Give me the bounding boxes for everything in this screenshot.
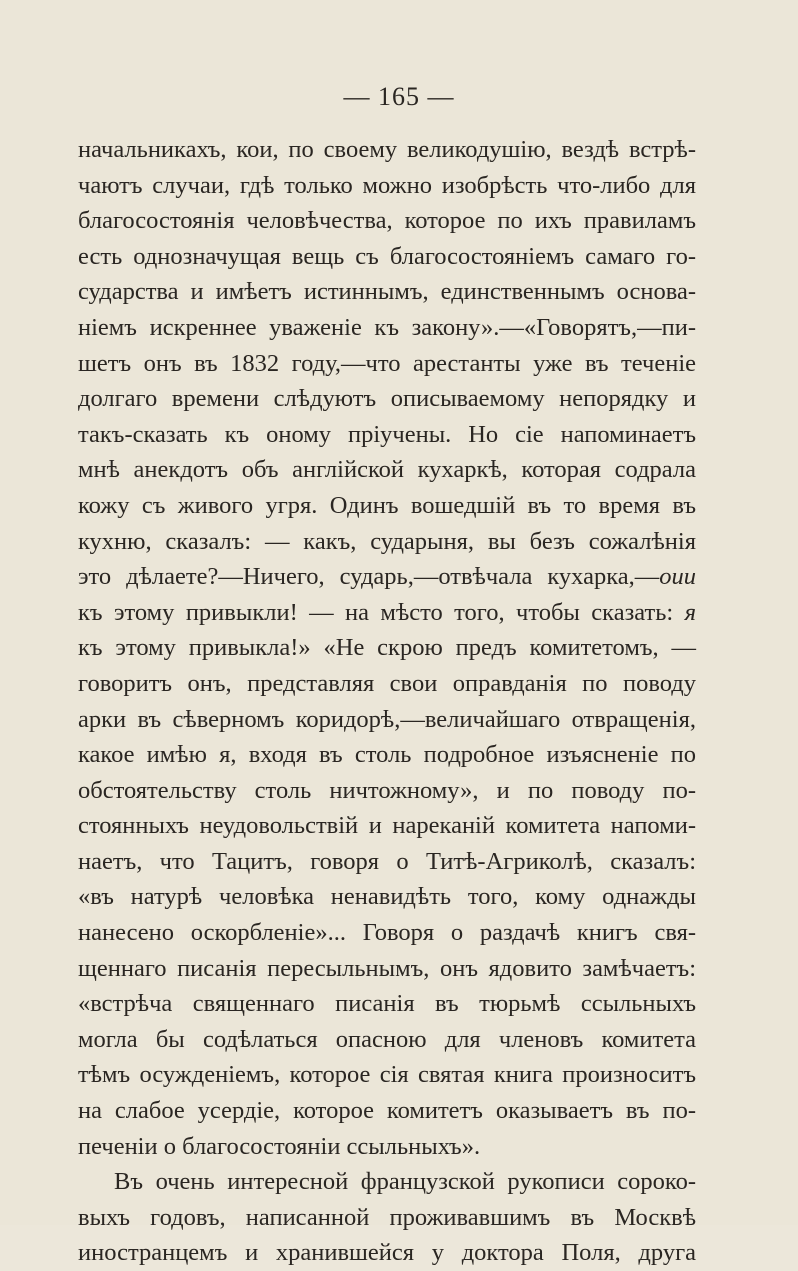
- text-line: выхъ годовъ, написанной проживавшимъ въ Москвѣ: [78, 1203, 696, 1231]
- italic-word: я: [684, 598, 696, 626]
- text-line: арки въ сѣверномъ коридорѣ,—величайшаго отвращенія,: [78, 705, 696, 733]
- text-line: благосостоянія человѣчества, которое по ихъ правиламъ: [78, 207, 696, 235]
- text-line: чаютъ случаи, гдѣ только можно изобрѣсть что-либо для: [78, 171, 696, 199]
- text-line: кожу съ живого угря. Одинъ вошедшій въ то время въ: [78, 491, 696, 519]
- text-line: на слабое усердіе, которое комитетъ оказываетъ въ по-: [78, 1097, 696, 1125]
- text-line: такъ-сказать къ оному пріучены. Но сіе напоминаетъ: [78, 420, 696, 448]
- text-line: тѣмъ осужденіемъ, которое сія святая книга произноситъ: [78, 1061, 696, 1089]
- paragraph-first-line: Въ очень интересной французской рукописи сороко-: [114, 1168, 696, 1196]
- page-number: — 165 —: [343, 82, 455, 111]
- text-line: говоритъ онъ, представляя свои оправданія по поводу: [78, 669, 696, 697]
- text-line: щеннаго писанія пересыльнымъ, онъ ядовито замѣчаетъ:: [78, 954, 696, 982]
- text-line: мнѣ анекдотъ объ англійской кухаркѣ, которая содрала: [78, 456, 696, 484]
- body-text: [78, 132, 696, 1271]
- text-line: «встрѣча священнаго писанія въ тюрьмѣ ссыльныхъ: [78, 990, 696, 1018]
- text-line: наетъ, что Тацитъ, говоря о Титѣ-Агриколѣ, сказалъ:: [78, 847, 696, 875]
- text-line: могла бы содѣлаться опасною для членовъ комитета: [78, 1025, 696, 1053]
- text-line: шетъ онъ въ 1832 году,—что арестанты уже въ теченіе: [78, 349, 696, 377]
- text-line: кухню, сказалъ: — какъ, сударыня, вы безъ сожалѣнія: [78, 527, 696, 555]
- text-line: какое имѣю я, входя въ столь подробное изъясненіе по: [78, 741, 696, 769]
- text-line: обстоятельству столь ничтожному», и по поводу по-: [78, 776, 696, 804]
- text-line: къ этому привыкла!» «Не скрою предъ комитетомъ, —: [78, 634, 696, 662]
- text-line: печеніи о благосостояніи ссыльныхъ».: [78, 1132, 481, 1160]
- text-line: иностранцемъ и хранившейся у доктора Поля, друга: [78, 1239, 696, 1267]
- text-line: [78, 595, 696, 631]
- italic-word: оии: [659, 563, 696, 591]
- text-line: начальникахъ, кои, по своему великодушію, вездѣ встрѣ-: [78, 136, 696, 163]
- text-line: «въ натурѣ человѣка ненавидѣть того, кому однажды: [78, 883, 696, 911]
- text-line: есть однозначущая вещь съ благосостояніемъ самаго го-: [78, 242, 696, 270]
- text-line: ніемъ искреннее уваженіе къ закону».—«Говорятъ,—пи-: [78, 313, 696, 341]
- text-segment: къ этому привыкли! — на мѣсто того, чтобы сказать:: [78, 598, 685, 626]
- text-line: нанесено оскорбленіе»... Говоря о раздачѣ книгъ свя-: [78, 919, 696, 947]
- text-line: стоянныхъ неудовольствій и нареканій комитета напоми-: [78, 812, 696, 840]
- text-line: [78, 559, 696, 595]
- text-line: долгаго времени слѣдуютъ описываемому непорядку и: [78, 385, 696, 413]
- text-line: сударства и имѣетъ истиннымъ, единственнымъ основа-: [78, 278, 696, 306]
- text-segment: это дѣлаете?—Ничего, сударь,—отвѣчала кухарка,—: [78, 563, 660, 591]
